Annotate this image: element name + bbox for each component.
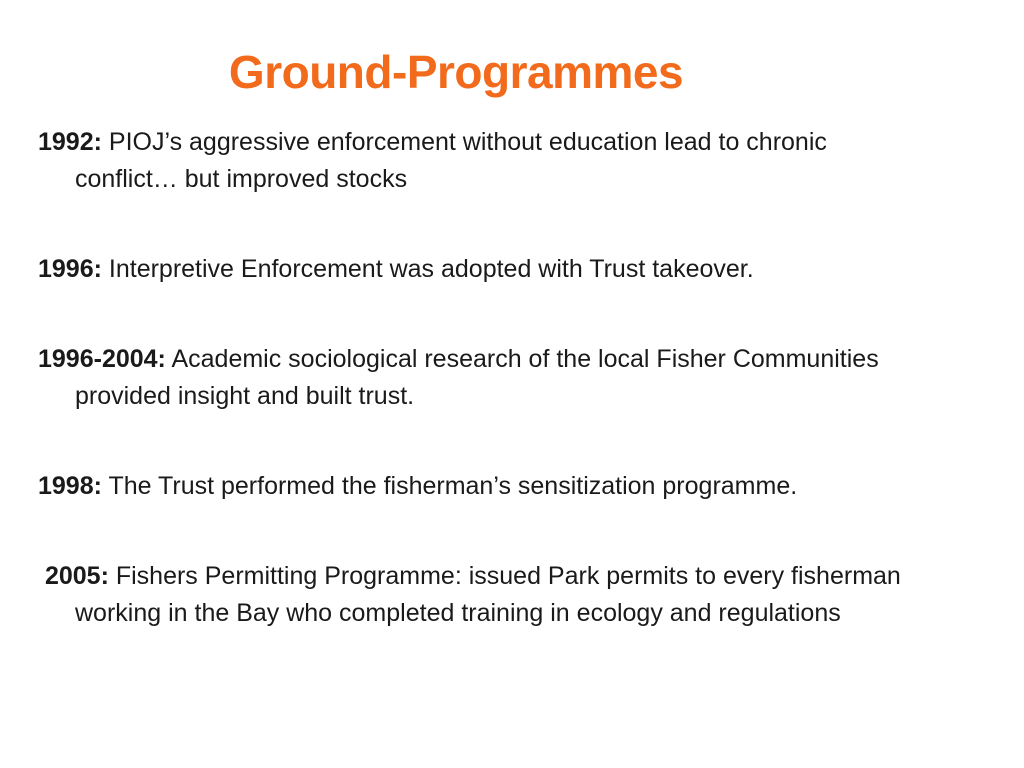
item-text: Academic sociological research of the local Fisher Communities provided insight and built trust.	[75, 345, 879, 410]
item-year: 1996:	[38, 255, 102, 283]
slide-title: Ground-Programmes	[228, 46, 684, 98]
item-year: 1996-2004:	[38, 345, 166, 373]
timeline-item-1998	[38, 468, 918, 505]
timeline-item-1992	[38, 124, 918, 198]
item-text: Interpretive Enforcement was adopted with Trust takeover.	[101, 255, 754, 283]
timeline-item-1996-2004	[38, 341, 918, 415]
timeline-list	[38, 124, 918, 685]
timeline-item-2005	[38, 558, 918, 632]
item-text: PIOJ’s aggressive enforcement without education lead to chronic conflict… but improved stocks	[75, 128, 827, 193]
item-year: 2005:	[38, 562, 109, 590]
item-text: Fishers Permitting Programme: issued Park permits to every fisherman working in the Bay who completed training in ecology and regulations	[75, 562, 908, 627]
item-text: The Trust performed the fisherman’s sensitization programme.	[101, 472, 798, 500]
item-year: 1992:	[38, 128, 102, 156]
item-year: 1998:	[38, 472, 102, 500]
timeline-item-1996	[38, 251, 918, 288]
